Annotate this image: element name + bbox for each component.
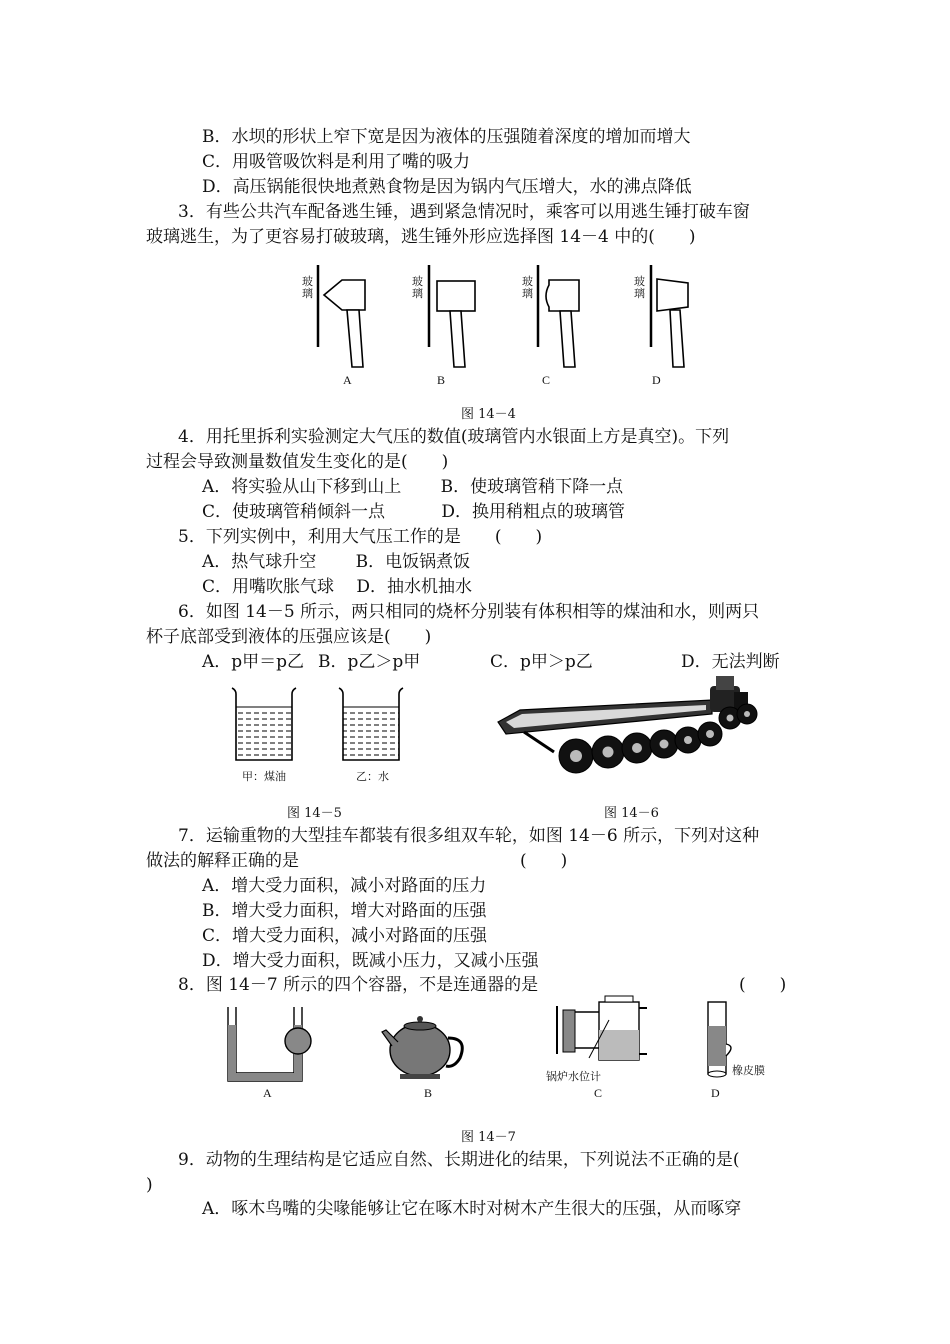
q4-options-row1: A．将实验从山下移到山上 B．使玻璃管稍下降一点 [202, 477, 624, 497]
q7-stem-line2: 做法的解释正确的是 ( ) [146, 851, 568, 871]
q7-option-a: A．增大受力面积，减小对路面的压力 [202, 876, 487, 896]
hammer-a-icon [315, 265, 395, 375]
q7-option-c: C．增大受力面积，减小对路面的压强 [202, 926, 488, 946]
q5-options-row1: A．热气球升空 B．电饭锅煮饭 [202, 552, 471, 572]
hammer-c-icon [535, 265, 615, 375]
figure-14-4-caption: 图 14－4 [461, 407, 516, 422]
q4-stem-line1: 4．用托里拆利实验测定大气压的数值(玻璃管内水银面上方是真空)。下列 [178, 427, 730, 447]
q4-options-row2: C．使玻璃管稍倾斜一点 D．换用稍粗点的玻璃管 [202, 502, 626, 522]
figure-14-6-caption: 图 14－6 [604, 806, 659, 821]
container-b-label: B [424, 1086, 433, 1100]
container-a-utube-icon [226, 1005, 316, 1090]
q7-stem-line1: 7．运输重物的大型挂车都装有很多组双车轮，如图 14－6 所示，下列对这种 [178, 826, 760, 846]
container-c-label: C [594, 1086, 603, 1100]
q6-option-d: D．无法判断 [681, 652, 780, 672]
hammer-d-icon [648, 265, 728, 375]
q3-stem-line2: 玻璃逃生，为了更容易打破玻璃，逃生锤外形应选择图 14－4 中的( ) [146, 227, 696, 247]
q3-stem-line1: 3．有些公共汽车配备逃生锤，遇到紧急情况时，乘客可以用逃生锤打破车窗 [178, 202, 750, 222]
hammer-a-label: A [343, 373, 352, 387]
hammer-d-label: D [652, 373, 661, 387]
container-c-boiler-icon [555, 996, 655, 1068]
q2-option-b: B．水坝的形状上窄下宽是因为液体的压强随着深度的增加而增大 [202, 127, 691, 147]
q6-option-c: C．p甲＞p乙 [490, 652, 593, 672]
container-d-label: D [711, 1086, 720, 1100]
glass-label: 玻璃 [634, 275, 645, 300]
q5-stem: 5．下列实例中，利用大气压工作的是 ( ) [178, 527, 543, 547]
q7-option-b: B．增大受力面积，增大对路面的压强 [202, 901, 487, 921]
container-b-teapot-icon [380, 1008, 475, 1083]
q6-option-b: B．p乙＞p甲 [318, 652, 421, 672]
q5-options-row2: C．用嘴吹胀气球 D．抽水机抽水 [202, 577, 473, 597]
figure-14-6-trailer-truck [494, 672, 774, 782]
q2-option-d: D．高压锅能很快地煮熟食物是因为锅内气压增大，水的沸点降低 [202, 177, 692, 197]
glass-label: 玻璃 [412, 275, 423, 300]
q9-stem-line1: 9．动物的生理结构是它适应自然、长期进化的结果，下列说法不正确的是( [178, 1150, 740, 1170]
q8-answer-paren: ( ) [739, 975, 787, 995]
q8-stem: 8．图 14－7 所示的四个容器，不是连通器的是 [178, 975, 539, 995]
q6-option-a: A．p甲＝p乙 [202, 652, 305, 672]
q7-option-d: D．增大受力面积，既减小压力，又减小压强 [202, 951, 539, 971]
hammer-b-label: B [437, 373, 446, 387]
q9-stem-line2: ) [146, 1175, 153, 1195]
rubber-membrane-label: 橡皮膜 [732, 1064, 765, 1077]
container-a-label: A [263, 1086, 272, 1100]
q6-stem-line2: 杯子底部受到液体的压强应该是( ) [146, 627, 432, 647]
boiler-gauge-label: 锅炉水位计 [546, 1070, 601, 1083]
beaker-water-label: 乙：水 [356, 770, 389, 783]
hammer-b-icon [426, 265, 506, 375]
figure-14-5-caption: 图 14－5 [287, 806, 342, 821]
glass-label: 玻璃 [522, 275, 533, 300]
beaker-kerosene-label: 甲：煤油 [242, 770, 286, 783]
figure-14-7-caption: 图 14－7 [461, 1130, 516, 1145]
q4-stem-line2: 过程会导致测量数值发生变化的是( ) [146, 452, 449, 472]
q9-option-a: A．啄木鸟嘴的尖喙能够让它在啄木时对树木产生很大的压强，从而啄穿 [202, 1199, 742, 1219]
hammer-c-label: C [542, 373, 551, 387]
q2-option-c: C．用吸管吸饮料是利用了嘴的吸力 [202, 152, 471, 172]
glass-label: 玻璃 [302, 275, 313, 300]
q6-stem-line1: 6．如图 14－5 所示，两只相同的烧杯分别装有体积相等的煤油和水，则两只 [178, 602, 760, 622]
figure-14-5-beakers [230, 686, 430, 766]
